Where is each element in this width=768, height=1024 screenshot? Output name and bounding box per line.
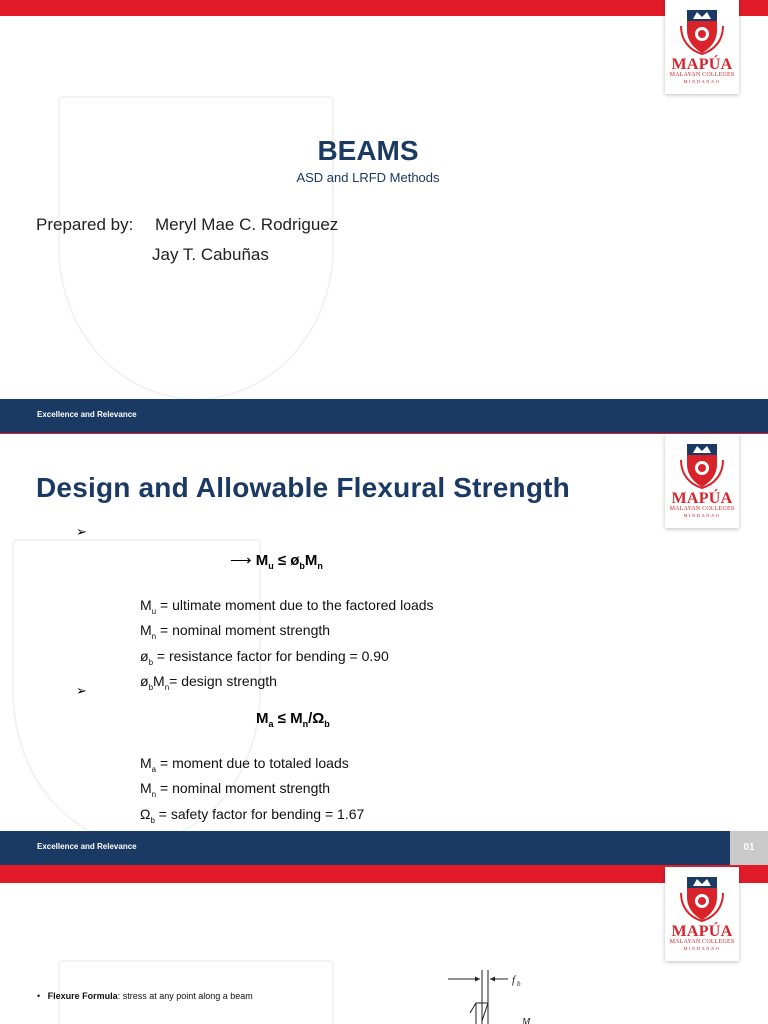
logo-name: MAPÚA (671, 490, 733, 507)
crest-icon (677, 440, 727, 490)
flexure-formula-bullet (37, 991, 253, 1001)
stress-diagram (440, 965, 550, 1024)
definition-line: $ø_bM_n=$ design strength (140, 672, 277, 692)
slide-3 (0, 867, 768, 1024)
crest-icon (677, 873, 727, 923)
definition-line: $M_u$ = ultimate moment due to the factored loads (140, 597, 434, 616)
slide-title: BEAMS (317, 135, 419, 166)
logo-subtitle: MALAYAN COLLEGES (669, 506, 735, 512)
logo-location: MINDANAO (683, 79, 721, 84)
definition-line: $M_n$ = nominal moment strength (140, 780, 331, 800)
logo-name: MAPÚA (671, 923, 733, 940)
definition-line: $M_n$ = nominal moment strength (140, 622, 331, 642)
author-name: Meryl Mae C. Rodriguez (155, 215, 339, 234)
logo-subtitle: MALAYAN COLLEGES (669, 72, 735, 78)
author-name: Jay T. Cabuñas (152, 245, 269, 264)
moment-label: M (522, 1017, 531, 1024)
mapua-logo (665, 0, 739, 94)
footer-tagline: Excellence and Relevance (37, 410, 137, 419)
bullet-arrow-icon: ➢ (76, 683, 87, 698)
stress-label-sub: b (517, 980, 521, 988)
mapua-logo (665, 434, 739, 528)
logo-subtitle: MALAYAN COLLEGES (669, 939, 735, 945)
arrow-icon: ⟶ (230, 552, 252, 569)
definition-line: $M_a$ = moment due to totaled loads (140, 755, 349, 774)
slide-1 (0, 0, 768, 434)
lrfd-definitions (140, 596, 434, 697)
definition-line: $\Omega_b$ = safety factor for bending = 1.67 (140, 805, 365, 825)
bullet-icon: • (37, 991, 41, 1001)
footer-tagline: Excellence and Relevance (37, 842, 137, 851)
page-number: 01 (730, 831, 768, 865)
slide-2 (0, 434, 768, 867)
logo-name: MAPÚA (671, 56, 733, 73)
slide-footer (0, 831, 768, 865)
mapua-logo (665, 867, 739, 961)
flexure-term: Flexure Formula (47, 991, 118, 1001)
logo-location: MINDANAO (683, 513, 721, 518)
prepared-by-label: Prepared by: (36, 215, 134, 234)
slide-top-bar (0, 0, 768, 16)
slide-subtitle: ASD and LRFD Methods (296, 170, 440, 185)
slide-footer (0, 399, 768, 433)
definition-line: $ø_b$ = resistance factor for bending = 0.90 (140, 647, 389, 667)
asd-formula: $M_a \le M_n/\Omega_b$ (256, 710, 330, 729)
crest-icon (677, 6, 727, 56)
logo-location: MINDANAO (683, 946, 721, 951)
lrfd-formula: ⟶ $M_u$ ≤ $ø_bM_n$ (230, 552, 323, 571)
slide-top-bar (0, 867, 768, 883)
stress-label: f (512, 974, 516, 986)
flexure-text: : stress at any point along a beam (117, 991, 253, 1001)
slide-title: Design and Allowable Flexural Strength (36, 472, 570, 503)
bullet-arrow-icon: ➢ (76, 524, 87, 539)
